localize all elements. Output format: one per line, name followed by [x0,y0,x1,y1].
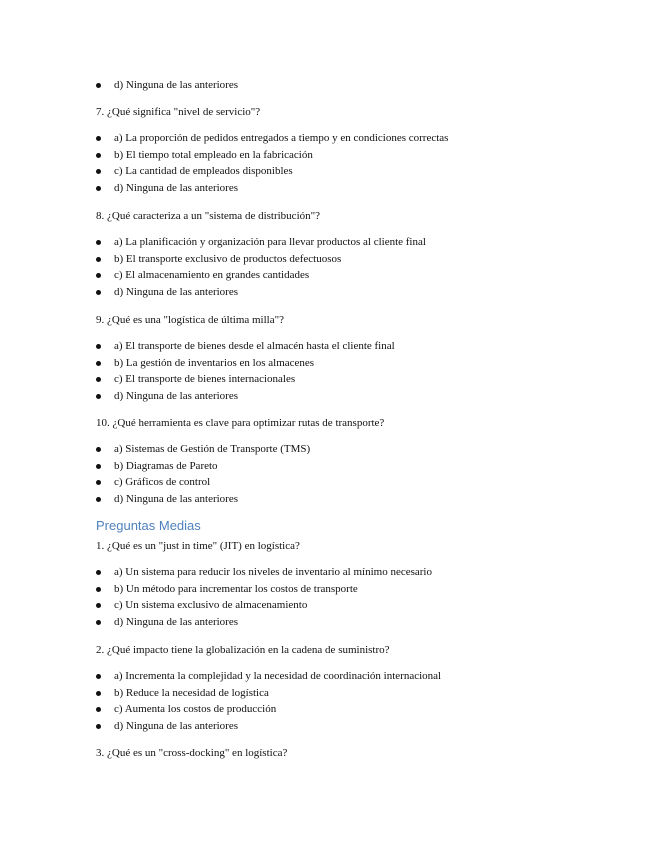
option-item: c) El almacenamiento en grandes cantidades [96,267,426,284]
option-item: a) Un sistema para reducir los niveles de inventario al mínimo necesario [96,564,432,581]
option-list [96,564,432,630]
bullet-icon [96,153,101,158]
option-item: c) Aumenta los costos de producción [96,701,441,718]
option-item: a) Incrementa la complejidad y la necesidad de coordinación internacional [96,668,441,685]
option-item: a) La planificación y organización para llevar productos al cliente final [96,234,426,251]
bullet-icon [96,394,101,399]
bullet-icon [96,136,101,141]
bullet-icon [96,464,101,469]
option-list [96,441,310,507]
bullet-icon [96,447,101,452]
option-item: c) Gráficos de control [96,474,310,491]
option-list [96,234,426,300]
option-item: d) Ninguna de las anteriores [96,614,432,631]
question-7: 7. ¿Qué significa "nivel de servicio"? [96,106,261,118]
option-item: b) Reduce la necesidad de logística [96,685,441,702]
bullet-icon [96,674,101,679]
option-item: d) Ninguna de las anteriores [96,388,395,405]
question-10: 10. ¿Qué herramienta es clave para optimizar rutas de transporte? [96,417,385,429]
bullet-icon [96,257,101,262]
option-item: c) La cantidad de empleados disponibles [96,163,448,180]
option-item: b) Diagramas de Pareto [96,458,310,475]
option-item: a) El transporte de bienes desde el almacén hasta el cliente final [96,338,395,355]
bullet-icon [96,290,101,295]
bullet-icon [96,361,101,366]
option-item: c) El transporte de bienes internacionales [96,371,395,388]
option-item: d) Ninguna de las anteriores [96,491,310,508]
option-item: b) El tiempo total empleado en la fabricación [96,147,448,164]
bullet-icon [96,587,101,592]
option-item: d) Ninguna de las anteriores [96,284,426,301]
bullet-icon [96,273,101,278]
option-list [96,668,441,734]
option-list [96,77,238,94]
bullet-icon [96,724,101,729]
option-item: a) Sistemas de Gestión de Transporte (TMS) [96,441,310,458]
option-item: d) Ninguna de las anteriores [96,180,448,197]
bullet-icon [96,497,101,502]
option-item: a) La proporción de pedidos entregados a tiempo y en condiciones correctas [96,130,448,147]
bullet-icon [96,240,101,245]
bullet-icon [96,344,101,349]
option-item: d) Ninguna de las anteriores [96,718,441,735]
question-medium-1: 1. ¿Qué es un "just in time" (JIT) en logística? [96,540,300,552]
bullet-icon [96,377,101,382]
question-9: 9. ¿Qué es una "logística de última milla"? [96,314,284,326]
option-list [96,338,395,404]
bullet-icon [96,620,101,625]
bullet-icon [96,691,101,696]
bullet-icon [96,169,101,174]
bullet-icon [96,570,101,575]
bullet-icon [96,707,101,712]
option-item: b) La gestión de inventarios en los almacenes [96,355,395,372]
option-item: d) Ninguna de las anteriores [96,77,238,94]
bullet-icon [96,83,101,88]
section-heading: Preguntas Medias [96,518,201,533]
option-item: b) El transporte exclusivo de productos defectuosos [96,251,426,268]
bullet-icon [96,480,101,485]
question-medium-2: 2. ¿Qué impacto tiene la globalización en la cadena de suministro? [96,644,390,656]
option-item: b) Un método para incrementar los costos de transporte [96,581,432,598]
question-medium-3: 3. ¿Qué es un "cross-docking" en logística? [96,747,288,759]
bullet-icon [96,186,101,191]
option-list [96,130,448,196]
option-item: c) Un sistema exclusivo de almacenamiento [96,597,432,614]
question-8: 8. ¿Qué caracteriza a un "sistema de distribución"? [96,210,320,222]
bullet-icon [96,603,101,608]
